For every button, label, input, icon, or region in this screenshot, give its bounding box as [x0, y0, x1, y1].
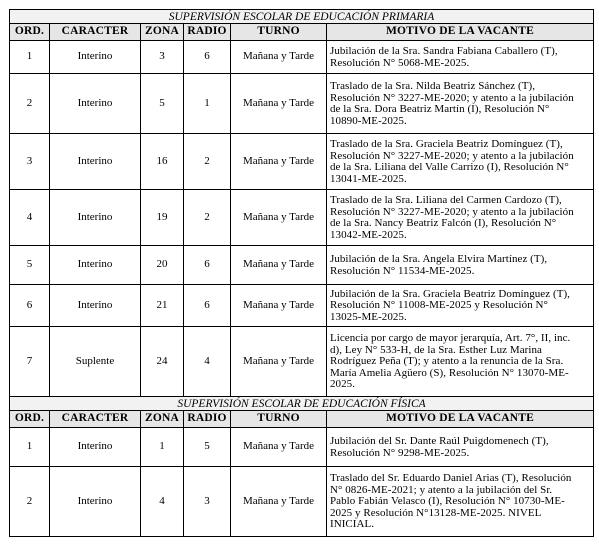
- cell-ord: 3: [10, 134, 50, 190]
- cell-turno: Mañana y Tarde: [231, 285, 327, 327]
- motivo-line: Resolución N° 9298-ME-2025.: [330, 446, 470, 459]
- cell-turno: Mañana y Tarde: [231, 428, 327, 467]
- table-row: [10, 41, 594, 74]
- cell-caracter: Interino: [50, 134, 141, 190]
- header-turno: TURNO: [231, 24, 327, 41]
- table-row: [10, 246, 594, 285]
- cell-caracter: Interino: [50, 467, 141, 537]
- cell-zona: 20: [141, 246, 184, 285]
- cell-motivo: [327, 41, 594, 74]
- cell-zona: 1: [141, 428, 184, 467]
- cell-zona: 21: [141, 285, 184, 327]
- cell-zona: 16: [141, 134, 184, 190]
- cell-turno: Mañana y Tarde: [231, 41, 327, 74]
- cell-motivo: [327, 74, 594, 134]
- motivo-line: Resolución N° 3227-ME-2020; y atento a la jubilación: [330, 149, 574, 162]
- header-zona: ZONA: [141, 24, 184, 41]
- motivo-line: 10890-ME-2025.: [330, 114, 407, 127]
- motivo-line: 13042-ME-2025.: [330, 228, 407, 241]
- cell-motivo: [327, 467, 594, 537]
- motivo-line: de la Sra. Dora Beatriz Martín (I), Resolución N°: [330, 103, 550, 115]
- cell-turno: Mañana y Tarde: [231, 134, 327, 190]
- cell-zona: 19: [141, 190, 184, 246]
- cell-turno: Mañana y Tarde: [231, 327, 327, 397]
- motivo-line: Resolución N° 11008-ME-2025 y Resolución N°: [330, 299, 548, 312]
- motivo-line: Traslado del Sr. Eduardo Daniel Arias (T), Resolución: [330, 472, 572, 485]
- cell-ord: 2: [10, 74, 50, 134]
- motivo-line: de la Sra. Nancy Beatriz Falcón (I), Resolución N°: [330, 217, 557, 229]
- motivo-line: Resolución N° 11534-ME-2025.: [330, 264, 475, 277]
- cell-motivo: [327, 428, 594, 467]
- cell-radio: 2: [184, 134, 231, 190]
- table-row: [10, 134, 594, 190]
- table-row: [10, 74, 594, 134]
- motivo-line: N° 0826-ME-2021; y atento a la jubilación del Sr.: [330, 483, 553, 496]
- cell-turno: Mañana y Tarde: [231, 190, 327, 246]
- section-title: SUPERVISIÓN ESCOLAR DE EDUCACIÓN PRIMARIA: [10, 10, 594, 24]
- header-motivo: MOTIVO DE LA VACANTE: [327, 24, 594, 41]
- cell-radio: 5: [184, 428, 231, 467]
- cell-ord: 7: [10, 327, 50, 397]
- header-ord: ORD.: [10, 24, 50, 41]
- motivo-line: Traslado de la Sra. Liliana del Carmen Cardozo (T),: [330, 194, 562, 206]
- motivo-line: de la Sra. Liliana del Valle Carrizo (I), Resolución N°: [330, 161, 569, 173]
- motivo-line: 2025 y Resolución N°13128-ME-2025. NIVEL: [330, 506, 542, 519]
- cell-caracter: Interino: [50, 41, 141, 74]
- cell-radio: 6: [184, 246, 231, 285]
- cell-zona: 24: [141, 327, 184, 397]
- cell-ord: 1: [10, 428, 50, 467]
- table-row: [10, 428, 594, 467]
- vacancies-document: [9, 9, 593, 537]
- cell-ord: 6: [10, 285, 50, 327]
- cell-zona: 3: [141, 41, 184, 74]
- cell-ord: 2: [10, 467, 50, 537]
- cell-turno: Mañana y Tarde: [231, 74, 327, 134]
- section-title: SUPERVISIÓN ESCOLAR DE EDUCACIÓN FÍSICA: [10, 397, 594, 411]
- motivo-line: Pablo Fabián Velasco (I), Resolución N° 10730-ME-: [330, 495, 565, 508]
- cell-ord: 5: [10, 246, 50, 285]
- motivo-line: Resolución N° 3227-ME-2020; y atento a la jubilación: [330, 91, 574, 104]
- cell-radio: 4: [184, 327, 231, 397]
- section-title-row: [10, 397, 594, 411]
- cell-radio: 3: [184, 467, 231, 537]
- header-zona: ZONA: [141, 411, 184, 428]
- motivo-line: Traslado de la Sra. Graciela Beatriz Domínguez (T),: [330, 138, 563, 150]
- table-row: [10, 327, 594, 397]
- motivo-line: Resolución N° 3227-ME-2020; y atento a la jubilación: [330, 205, 574, 218]
- cell-caracter: Interino: [50, 74, 141, 134]
- column-header-row: [10, 411, 594, 428]
- motivo-line: 13041-ME-2025.: [330, 172, 407, 185]
- cell-turno: Mañana y Tarde: [231, 467, 327, 537]
- cell-caracter: Interino: [50, 190, 141, 246]
- column-header-row: [10, 24, 594, 41]
- cell-zona: 5: [141, 74, 184, 134]
- header-motivo: MOTIVO DE LA VACANTE: [327, 411, 594, 428]
- cell-motivo: [327, 246, 594, 285]
- motivo-line: 2025.: [330, 378, 355, 391]
- cell-caracter: Interino: [50, 428, 141, 467]
- cell-ord: 1: [10, 41, 50, 74]
- motivo-line: Jubilación de la Sra. Angela Elvira Martínez (T),: [330, 253, 548, 265]
- cell-caracter: Interino: [50, 246, 141, 285]
- vacancies-table: [9, 9, 594, 537]
- motivo-line: Jubilación del Sr. Dante Raúl Puigdomenech (T),: [330, 435, 549, 447]
- cell-radio: 2: [184, 190, 231, 246]
- table-row: [10, 285, 594, 327]
- table-row: [10, 467, 594, 537]
- header-caracter: CARACTER: [50, 24, 141, 41]
- cell-caracter: Suplente: [50, 327, 141, 397]
- cell-ord: 4: [10, 190, 50, 246]
- cell-radio: 1: [184, 74, 231, 134]
- cell-motivo: [327, 285, 594, 327]
- table-row: [10, 190, 594, 246]
- header-turno: TURNO: [231, 411, 327, 428]
- cell-motivo: [327, 327, 594, 397]
- cell-caracter: Interino: [50, 285, 141, 327]
- motivo-line: d), Ley N° 533-H, de la Sra. Esther Luz Marina: [330, 343, 542, 356]
- cell-turno: Mañana y Tarde: [231, 246, 327, 285]
- header-radio: RADIO: [184, 411, 231, 428]
- motivo-line: Resolución N° 5068-ME-2025.: [330, 56, 470, 69]
- motivo-line: Rodríguez Peña (T); y atento a la renuncia de la Sra.: [330, 355, 564, 368]
- cell-radio: 6: [184, 285, 231, 327]
- header-ord: ORD.: [10, 411, 50, 428]
- section-title-row: [10, 10, 594, 24]
- motivo-line: Traslado de la Sra. Nilda Beatriz Sánchez (T),: [330, 80, 536, 92]
- table-body: [10, 10, 594, 537]
- motivo-line: 13025-ME-2025.: [330, 310, 407, 323]
- motivo-line: Jubilación de la Sra. Graciela Beatriz Domínguez (T),: [330, 287, 570, 300]
- cell-zona: 4: [141, 467, 184, 537]
- motivo-line: María Amelia Agüero (S), Resolución N° 13070-ME-: [330, 366, 569, 379]
- header-caracter: CARACTER: [50, 411, 141, 428]
- cell-radio: 6: [184, 41, 231, 74]
- header-radio: RADIO: [184, 24, 231, 41]
- motivo-line: INICIAL.: [330, 518, 375, 531]
- motivo-line: Licencia por cargo de mayor jerarquía, Art. 7°, II, inc.: [330, 332, 571, 345]
- motivo-line: Jubilación de la Sra. Sandra Fabiana Caballero (T),: [330, 45, 558, 57]
- cell-motivo: [327, 190, 594, 246]
- cell-motivo: [327, 134, 594, 190]
